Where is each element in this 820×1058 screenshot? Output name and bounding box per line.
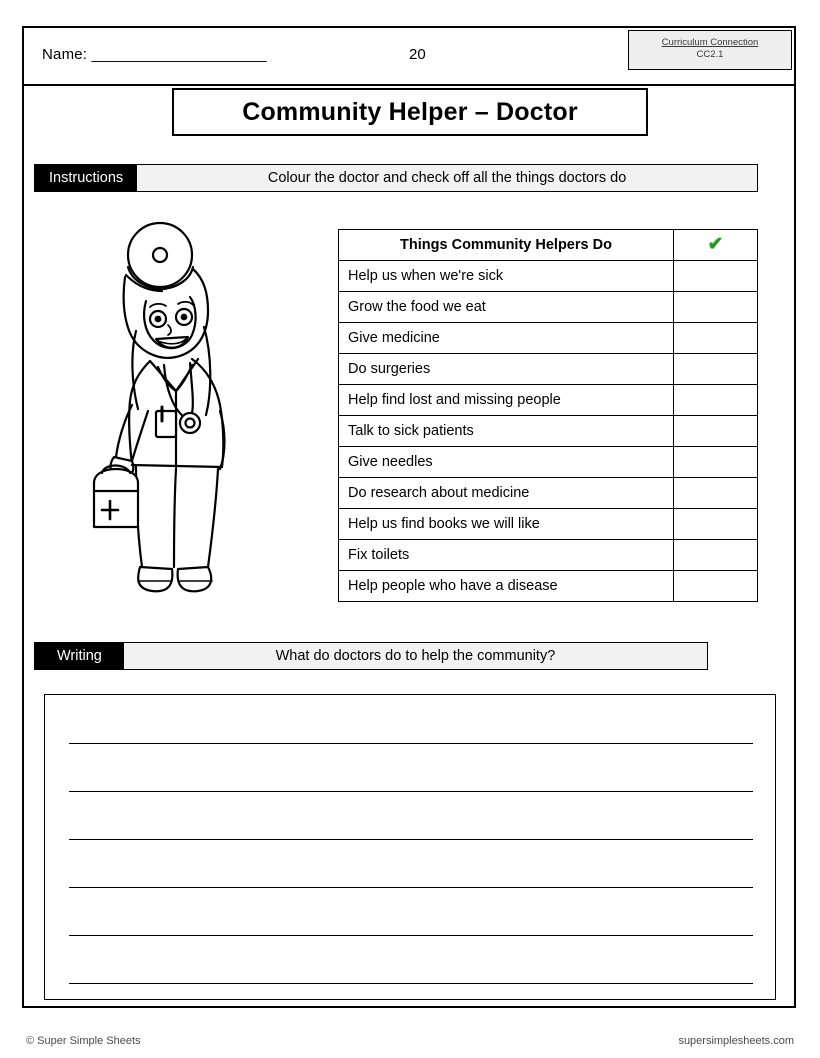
checklist-item-label: Talk to sick patients <box>339 416 674 447</box>
checklist-checkbox-cell[interactable] <box>674 509 758 540</box>
checklist-item-label: Do research about medicine <box>339 478 674 509</box>
table-row <box>339 323 758 354</box>
instructions-label: Instructions <box>35 165 137 191</box>
checklist-checkbox-cell[interactable] <box>674 385 758 416</box>
table-row <box>339 540 758 571</box>
checklist-checkbox-cell[interactable] <box>674 416 758 447</box>
writing-line <box>69 983 753 984</box>
curriculum-code: CC2.1 <box>696 49 724 60</box>
checklist-header-item: Things Community Helpers Do <box>339 230 674 261</box>
table-row <box>339 385 758 416</box>
page-number: 20 <box>409 46 426 63</box>
writing-line <box>69 935 753 936</box>
writing-line <box>69 743 753 744</box>
table-row <box>339 447 758 478</box>
table-row <box>339 354 758 385</box>
checklist-checkbox-cell[interactable] <box>674 447 758 478</box>
instructions-bar <box>34 164 758 192</box>
curriculum-connection-box <box>628 30 792 70</box>
doctor-illustration <box>80 215 320 615</box>
checklist-checkbox-cell[interactable] <box>674 478 758 509</box>
checklist-item-label: Help people who have a disease <box>339 571 674 602</box>
name-blank-line: _____________________ <box>91 46 267 63</box>
checklist-checkbox-cell[interactable] <box>674 323 758 354</box>
table-row <box>339 571 758 602</box>
writing-bar <box>34 642 708 670</box>
checklist-item-label: Help us find books we will like <box>339 509 674 540</box>
checklist-checkbox-cell[interactable] <box>674 540 758 571</box>
name-label: Name: <box>42 46 92 63</box>
instructions-text: Colour the doctor and check off all the things doctors do <box>137 165 757 191</box>
checklist-item-label: Give medicine <box>339 323 674 354</box>
name-field[interactable] <box>42 46 267 63</box>
worksheet-header <box>24 28 794 84</box>
checklist-table <box>338 229 758 602</box>
checklist-item-label: Fix toilets <box>339 540 674 571</box>
footer-website[interactable]: supersimplesheets.com <box>678 1035 794 1047</box>
checklist-checkbox-cell[interactable] <box>674 354 758 385</box>
curriculum-title: Curriculum Connection <box>661 37 759 48</box>
footer-copyright: © Super Simple Sheets <box>26 1035 141 1047</box>
checklist-item-label: Grow the food we eat <box>339 292 674 323</box>
table-header-row <box>339 230 758 261</box>
checklist-checkbox-cell[interactable] <box>674 292 758 323</box>
page-title: Community Helper – Doctor <box>172 88 648 136</box>
writing-line <box>69 887 753 888</box>
table-row <box>339 416 758 447</box>
writing-line <box>69 839 753 840</box>
writing-label: Writing <box>35 643 124 669</box>
table-row <box>339 292 758 323</box>
checklist-item-label: Give needles <box>339 447 674 478</box>
checklist-header-check <box>674 230 758 261</box>
table-row <box>339 478 758 509</box>
writing-answer-area[interactable] <box>44 694 776 1000</box>
header-divider <box>24 84 794 86</box>
checklist-item-label: Do surgeries <box>339 354 674 385</box>
checklist-item-label: Help find lost and missing people <box>339 385 674 416</box>
check-icon: ✔ <box>707 234 724 255</box>
checklist-item-label: Help us when we're sick <box>339 261 674 292</box>
writing-prompt: What do doctors do to help the community? <box>124 643 707 669</box>
table-row <box>339 261 758 292</box>
writing-line <box>69 791 753 792</box>
table-row <box>339 509 758 540</box>
checklist-checkbox-cell[interactable] <box>674 261 758 292</box>
checklist-checkbox-cell[interactable] <box>674 571 758 602</box>
